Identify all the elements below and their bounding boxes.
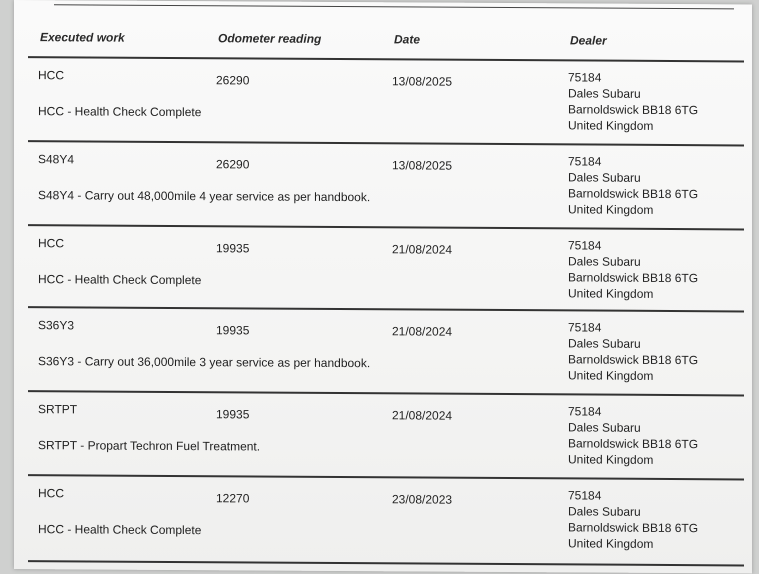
dealer-name: Dales Subaru (568, 420, 641, 435)
dealer-id: 75184 (568, 154, 602, 169)
dealer-address: Barnoldswick BB18 6TG (568, 352, 699, 368)
dealer-country: United Kingdom (568, 202, 654, 217)
odometer-value: 26290 (216, 157, 250, 172)
work-code: S36Y3 (38, 318, 75, 333)
header-odometer-reading: Odometer reading (218, 31, 322, 46)
dealer-info (568, 237, 698, 302)
table-row (14, 392, 752, 479)
date-value: 21/08/2024 (392, 242, 453, 257)
dealer-id: 75184 (568, 320, 602, 335)
header-executed-work: Executed work (40, 30, 125, 45)
table-row (14, 476, 752, 563)
top-divider (54, 4, 734, 9)
table-row (14, 308, 752, 395)
odometer-value: 26290 (216, 73, 250, 88)
dealer-id: 75184 (568, 70, 602, 85)
dealer-country: United Kingdom (568, 536, 654, 551)
odometer-value: 19935 (216, 323, 250, 338)
dealer-country: United Kingdom (568, 368, 654, 383)
dealer-address: Barnoldswick BB18 6TG (568, 270, 699, 286)
dealer-address: Barnoldswick BB18 6TG (568, 520, 699, 536)
dealer-info (568, 319, 698, 384)
table-row (14, 142, 752, 229)
work-description: HCC - Health Check Complete (38, 272, 202, 288)
date-value: 13/08/2025 (392, 74, 453, 89)
dealer-name: Dales Subaru (568, 170, 641, 185)
work-description: HCC - Health Check Complete (38, 522, 202, 538)
dealer-info (568, 153, 698, 218)
work-code: HCC (38, 236, 64, 251)
dealer-id: 75184 (568, 238, 602, 253)
date-value: 21/08/2024 (392, 324, 453, 339)
dealer-address: Barnoldswick BB18 6TG (568, 186, 699, 202)
dealer-id: 75184 (568, 404, 602, 419)
dealer-info (568, 487, 698, 552)
dealer-name: Dales Subaru (568, 504, 641, 519)
work-description: HCC - Health Check Complete (38, 104, 202, 120)
dealer-info (568, 403, 698, 468)
work-code: S48Y4 (38, 152, 75, 167)
table-row (14, 226, 752, 313)
odometer-value: 19935 (216, 407, 250, 422)
dealer-address: Barnoldswick BB18 6TG (568, 436, 699, 452)
work-code: HCC (38, 486, 64, 501)
work-description: SRTPT - Propart Techron Fuel Treatment. (38, 438, 261, 454)
work-code: HCC (38, 68, 64, 83)
dealer-name: Dales Subaru (568, 336, 641, 351)
dealer-id: 75184 (568, 488, 602, 503)
table-row (14, 58, 752, 145)
dealer-country: United Kingdom (568, 286, 654, 301)
dealer-name: Dales Subaru (568, 254, 641, 269)
work-code: SRTPT (38, 402, 78, 417)
dealer-name: Dales Subaru (568, 86, 641, 101)
header-date: Date (394, 32, 421, 47)
header-dealer: Dealer (570, 33, 607, 48)
dealer-info (568, 69, 698, 134)
odometer-value: 19935 (216, 241, 250, 256)
date-value: 23/08/2023 (392, 492, 453, 507)
date-value: 13/08/2025 (392, 158, 453, 173)
odometer-value: 12270 (216, 491, 250, 506)
service-history-page (14, 0, 752, 574)
dealer-country: United Kingdom (568, 452, 654, 467)
work-description: S48Y4 - Carry out 48,000mile 4 year service as per handbook. (38, 188, 371, 205)
dealer-address: Barnoldswick BB18 6TG (568, 102, 699, 118)
date-value: 21/08/2024 (392, 408, 453, 423)
work-description: S36Y3 - Carry out 36,000mile 3 year service as per handbook. (38, 354, 371, 371)
table-header (14, 24, 752, 57)
dealer-country: United Kingdom (568, 118, 654, 133)
